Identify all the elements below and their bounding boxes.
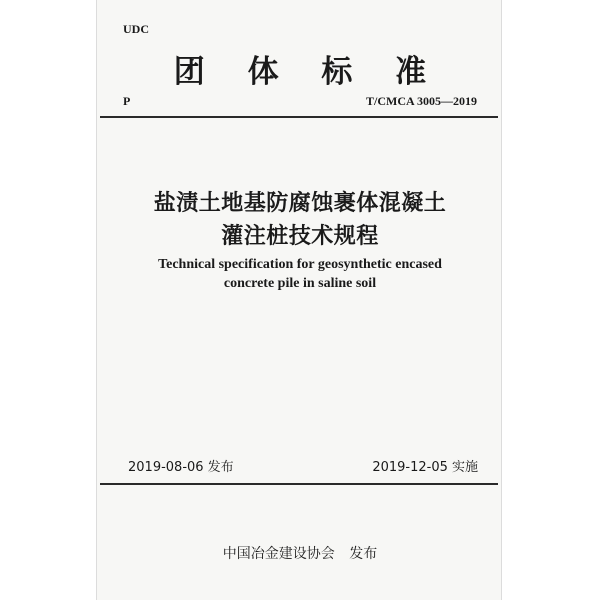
standard-type-title: 团 体 标 准	[173, 54, 443, 90]
chinese-title-line-2: 灌注桩技术规程	[221, 223, 379, 248]
udc-label: UDC	[123, 22, 149, 36]
english-title-line-2: concrete pile in saline soil	[223, 276, 377, 291]
publisher: 中国冶金建设协会 发布	[222, 546, 378, 562]
top-divider	[100, 116, 498, 118]
bottom-divider	[100, 483, 498, 485]
publish-date: 2019-08-06 发布	[128, 460, 234, 475]
implementation-date: 2019-12-05 实施	[372, 460, 478, 475]
standard-number: T/CMCA 3005—2019	[366, 94, 477, 108]
chinese-title-line-1: 盐渍土地基防腐蚀裹体混凝土	[153, 190, 447, 215]
category-code: P	[123, 94, 131, 108]
english-title-line-1: Technical specification for geosynthetic encased	[158, 257, 442, 272]
